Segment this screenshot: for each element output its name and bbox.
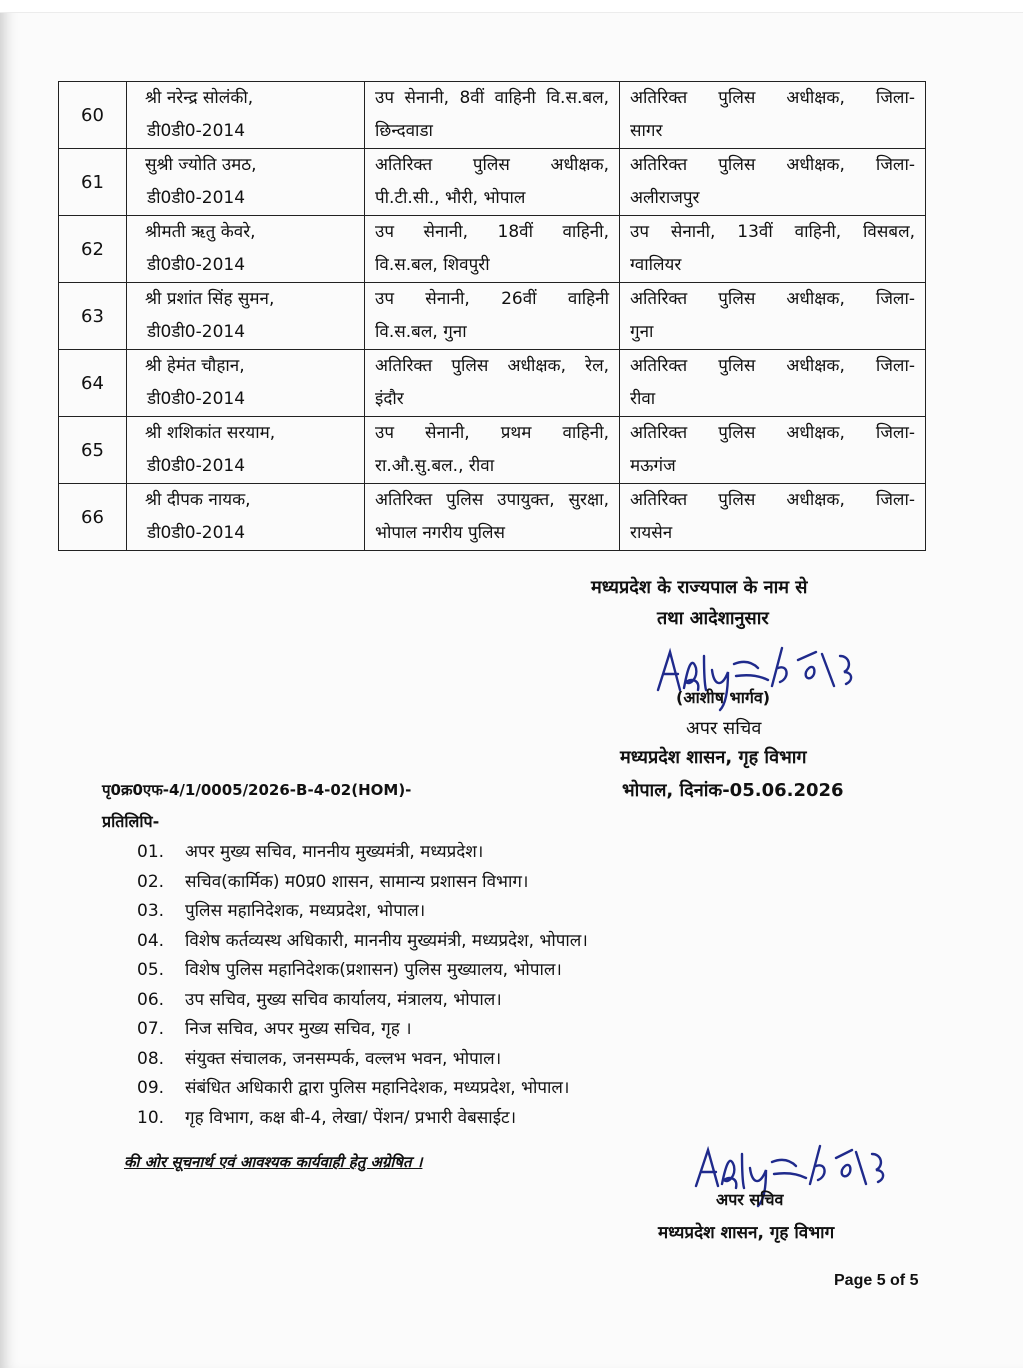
table-row <box>59 283 926 350</box>
transfer-table-body <box>59 82 926 551</box>
officer-name: सुश्री ज्योति उमठ, <box>145 155 257 175</box>
transfer-table <box>58 81 926 551</box>
officer-name-cell <box>127 417 365 484</box>
officer-name-cell <box>127 350 365 417</box>
officer-batch: डी0डी0-2014 <box>147 121 246 141</box>
officer-batch: डी0डी0-2014 <box>147 188 246 208</box>
page-number: Page 5 of 5 <box>834 1272 919 1289</box>
copy-item-number: 01. <box>137 842 165 862</box>
copy-item-number: 05. <box>137 960 165 980</box>
signer-designation: अपर सचिव <box>686 718 762 739</box>
footer-designation: अपर सचिव <box>716 1190 784 1209</box>
new-posting-cell <box>620 484 926 551</box>
current-posting-cell <box>365 216 620 283</box>
authority-line-2: तथा आदेशानुसार <box>657 608 769 629</box>
officer-name: श्री नरेन्द्र सोलंकी, <box>145 88 254 108</box>
from-line: उप सेनानी, 26वीं वाहिनी <box>375 289 609 309</box>
copy-item-number: 10. <box>137 1107 165 1128</box>
current-posting-cell <box>365 484 620 551</box>
serial-number: 62 <box>59 216 127 283</box>
from-line: अतिरिक्त पुलिस उपायुक्त, सुरक्षा, <box>375 490 609 510</box>
copy-list-item <box>137 897 588 927</box>
copy-item-text: विशेष कर्तव्यस्थ अधिकारी, माननीय मुख्यमंत्री, मध्यप्रदेश, भोपाल। <box>185 930 588 951</box>
copy-heading: प्रतिलिपि- <box>102 812 160 831</box>
serial-number: 60 <box>59 82 127 149</box>
from-line: रा.औ.सु.बल., रीवा <box>375 456 495 476</box>
copy-list-item <box>137 838 588 868</box>
copy-item-text: गृह विभाग, कक्ष बी-4, लेखा/ पेंशन/ प्रभारी वेबसाईट। <box>185 1107 517 1128</box>
officer-name: श्री प्रशांत सिंह सुमन, <box>145 289 275 309</box>
current-posting-cell <box>365 149 620 216</box>
officer-batch: डी0डी0-2014 <box>147 322 246 342</box>
copy-item-text: पुलिस महानिदेशक, मध्यप्रदेश, भोपाल। <box>185 901 426 921</box>
copy-item-text: विशेष पुलिस महानिदेशक(प्रशासन) पुलिस मुख्यालय, भोपाल। <box>185 960 562 980</box>
copy-list-item <box>137 927 588 957</box>
copy-item-text: सचिव(कार्मिक) म0प्र0 शासन, सामान्य प्रशासन विभाग। <box>185 871 529 892</box>
forward-note: की ओर सूचनार्थ एवं आवश्यक कार्यवाही हेतु अग्रेषित । <box>124 1153 423 1171</box>
officer-name-cell <box>127 82 365 149</box>
from-line: इंदौर <box>375 389 404 409</box>
copy-list-item <box>137 868 588 898</box>
to-line: रीवा <box>630 389 656 409</box>
copy-list <box>137 838 588 1133</box>
copy-item-number: 03. <box>137 901 165 921</box>
serial-number: 65 <box>59 417 127 484</box>
current-posting-cell <box>365 350 620 417</box>
authority-line-1: मध्यप्रदेश के राज्यपाल के नाम से <box>591 577 808 598</box>
officer-name: श्री हेमंत चौहान, <box>145 356 245 376</box>
from-line: छिन्दवाडा <box>375 121 433 141</box>
officer-batch: डी0डी0-2014 <box>147 255 246 275</box>
reference-number: पृ0क्र0एफ-4/1/0005/2026-B-4-02(HOM)- <box>102 781 412 799</box>
copy-list-item <box>137 986 588 1016</box>
copy-item-number: 06. <box>137 989 165 1010</box>
current-posting-cell <box>365 283 620 350</box>
current-posting-cell <box>365 82 620 149</box>
new-posting-cell <box>620 216 926 283</box>
page-top-edge <box>0 0 1023 13</box>
serial-number: 64 <box>59 350 127 417</box>
to-line: अतिरिक्त पुलिस अधीक्षक, जिला- <box>630 423 915 443</box>
copy-item-text: उप सचिव, मुख्य सचिव कार्यालय, मंत्रालय, भोपाल। <box>185 989 502 1010</box>
to-line: अतिरिक्त पुलिस अधीक्षक, जिला- <box>630 155 915 175</box>
signer-department: मध्यप्रदेश शासन, गृह विभाग <box>620 747 807 768</box>
to-line: अतिरिक्त पुलिस अधीक्षक, जिला- <box>630 289 915 309</box>
copy-item-number: 08. <box>137 1048 165 1069</box>
copy-item-text: निज सचिव, अपर मुख्य सचिव, गृह । <box>185 1019 412 1039</box>
new-posting-cell <box>620 417 926 484</box>
officer-name-cell <box>127 149 365 216</box>
table-row <box>59 417 926 484</box>
copy-list-item <box>137 1015 588 1045</box>
from-line: वि.स.बल, गुना <box>375 322 467 342</box>
to-line: सागर <box>630 121 663 141</box>
from-line: अतिरिक्त पुलिस अधीक्षक, रेल, <box>375 356 609 376</box>
new-posting-cell <box>620 149 926 216</box>
copy-item-number: 02. <box>137 871 165 892</box>
to-line: अतिरिक्त पुलिस अधीक्षक, जिला- <box>630 356 915 376</box>
table-row <box>59 82 926 149</box>
to-line: गुना <box>630 322 654 342</box>
from-line: भोपाल नगरीय पुलिस <box>375 523 506 543</box>
from-line: अतिरिक्त पुलिस अधीक्षक, <box>375 155 609 175</box>
officer-name: श्री दीपक नायक, <box>145 490 251 510</box>
officer-batch: डी0डी0-2014 <box>147 523 246 543</box>
officer-name-cell <box>127 484 365 551</box>
new-posting-cell <box>620 82 926 149</box>
table-row <box>59 350 926 417</box>
serial-number: 61 <box>59 149 127 216</box>
officer-name: श्रीमती ऋतु केवरे, <box>145 222 256 242</box>
new-posting-cell <box>620 283 926 350</box>
to-line: रायसेन <box>630 523 673 543</box>
copy-item-number: 07. <box>137 1019 165 1039</box>
table-row <box>59 149 926 216</box>
new-posting-cell <box>620 350 926 417</box>
copy-list-item <box>137 1104 588 1134</box>
copy-item-text: संयुक्त संचालक, जनसम्पर्क, वल्लभ भवन, भोपाल। <box>185 1048 502 1069</box>
to-line: उप सेनानी, 13वीं वाहिनी, विसबल, <box>630 222 915 242</box>
to-line: मऊगंज <box>630 456 676 476</box>
from-line: वि.स.बल, शिवपुरी <box>375 255 490 275</box>
place-date: भोपाल, दिनांक-05.06.2026 <box>622 780 844 801</box>
to-line: ग्वालियर <box>630 255 682 275</box>
copy-list-item <box>137 1045 588 1075</box>
serial-number: 63 <box>59 283 127 350</box>
to-line: अलीराजपुर <box>630 188 700 208</box>
to-line: अतिरिक्त पुलिस अधीक्षक, जिला- <box>630 88 915 108</box>
copy-list-item <box>137 956 588 986</box>
officer-name-cell <box>127 216 365 283</box>
from-line: उप सेनानी, 18वीं वाहिनी, <box>375 222 609 242</box>
from-line: उप सेनानी, प्रथम वाहिनी, <box>375 423 609 443</box>
copy-item-number: 04. <box>137 930 165 951</box>
table-row <box>59 216 926 283</box>
signer-name: (आशीष भार्गव) <box>676 688 771 707</box>
footer-department: मध्यप्रदेश शासन, गृह विभाग <box>658 1223 835 1243</box>
from-line: पी.टी.सी., भौरी, भोपाल <box>375 188 526 208</box>
copy-item-text: अपर मुख्य सचिव, माननीय मुख्यमंत्री, मध्यप्रदेश। <box>185 842 484 862</box>
copy-item-text: संबंधित अधिकारी द्वारा पुलिस महानिदेशक, मध्यप्रदेश, भोपाल। <box>185 1078 570 1098</box>
serial-number: 66 <box>59 484 127 551</box>
officer-batch: डी0डी0-2014 <box>147 456 246 476</box>
copy-list-item <box>137 1074 588 1104</box>
current-posting-cell <box>365 417 620 484</box>
copy-item-number: 09. <box>137 1078 165 1098</box>
table-row <box>59 484 926 551</box>
officer-name-cell <box>127 283 365 350</box>
to-line: अतिरिक्त पुलिस अधीक्षक, जिला- <box>630 490 915 510</box>
officer-batch: डी0डी0-2014 <box>147 389 246 409</box>
from-line: उप सेनानी, 8वीं वाहिनी वि.स.बल, <box>375 88 609 108</box>
officer-name: श्री शशिकांत सरयाम, <box>145 423 276 443</box>
